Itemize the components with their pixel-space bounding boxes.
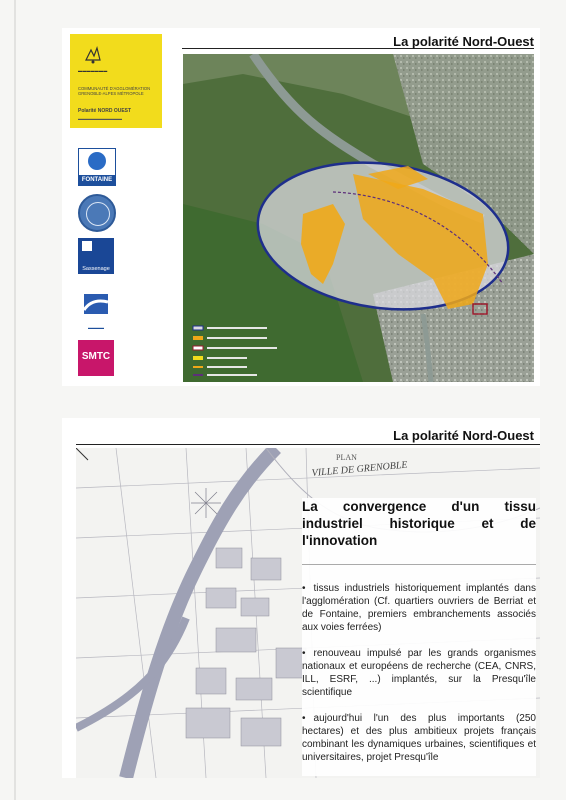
logo-wordmark: ▬▬▬▬▬▬▬ xyxy=(78,68,108,73)
municipal-seal-logo xyxy=(78,194,116,232)
aerial-map xyxy=(183,54,534,382)
list-item: • aujourd'hui l'un des plus importants (250 hectares) et des plus ambitieux projets français combinant les dynamiques urbaines, scientifiques et universitaires, projet Presqu'île xyxy=(302,713,536,763)
list-item: • tissus industriels historiquement implantés dans l'agglomération (Cf. quartiers ouvriers de Berriat et de Fontaine, premiers embranchements associés aux voies ferrées) xyxy=(302,583,536,633)
city-label: VILLE DE GRENOBLE xyxy=(311,459,409,479)
logo-organisation: COMMUNAUTÉ D'AGGLOMÉRATION GRENOBLE-ALPES MÉTROPOLE xyxy=(78,86,151,96)
sassenage-label: Sassenage xyxy=(82,266,110,272)
logo-date: ▬▬▬▬▬▬▬▬▬▬▬ xyxy=(78,116,122,121)
content-panel xyxy=(302,498,536,776)
bullet-list xyxy=(302,582,536,777)
slide-title: La polarité Nord-Ouest xyxy=(393,34,534,49)
wave-icon xyxy=(82,292,110,318)
logo-polarite: Polarité NORD OUEST xyxy=(78,108,132,114)
fontaine-logo xyxy=(78,148,116,186)
crest-icon xyxy=(82,241,92,251)
slide-title: La polarité Nord-Ouest xyxy=(393,428,534,443)
metro-logo-block xyxy=(70,34,162,128)
globe-icon xyxy=(88,152,106,170)
page-edge xyxy=(14,0,16,800)
list-item: • renouveau impulsé par les grands organismes nationaux et européens de recherche (CEA, CNRS, ILL, ESRF, ...) implantés, sur la Presqu'île scientifique xyxy=(302,648,536,698)
seal-ring-icon xyxy=(86,202,110,226)
slide-heading: La convergence d'un tissu industriel historique et de l'innovation xyxy=(302,499,536,548)
saint-martin-logo xyxy=(78,290,114,330)
compass-star xyxy=(191,488,221,518)
plan-label: PLAN xyxy=(336,453,357,462)
slide-convergence xyxy=(62,418,540,778)
title-rule xyxy=(76,444,540,445)
saint-martin-label: ▬▬▬▬ xyxy=(88,325,104,330)
smtc-label: SMTC xyxy=(81,351,111,362)
sassenage-logo xyxy=(78,238,114,274)
slide-polarite-map xyxy=(62,28,540,386)
smtc-logo xyxy=(78,340,114,376)
heading-rule xyxy=(302,564,536,565)
metro-logo-icon xyxy=(82,44,104,66)
fontaine-label: FONTAINE xyxy=(79,175,115,185)
